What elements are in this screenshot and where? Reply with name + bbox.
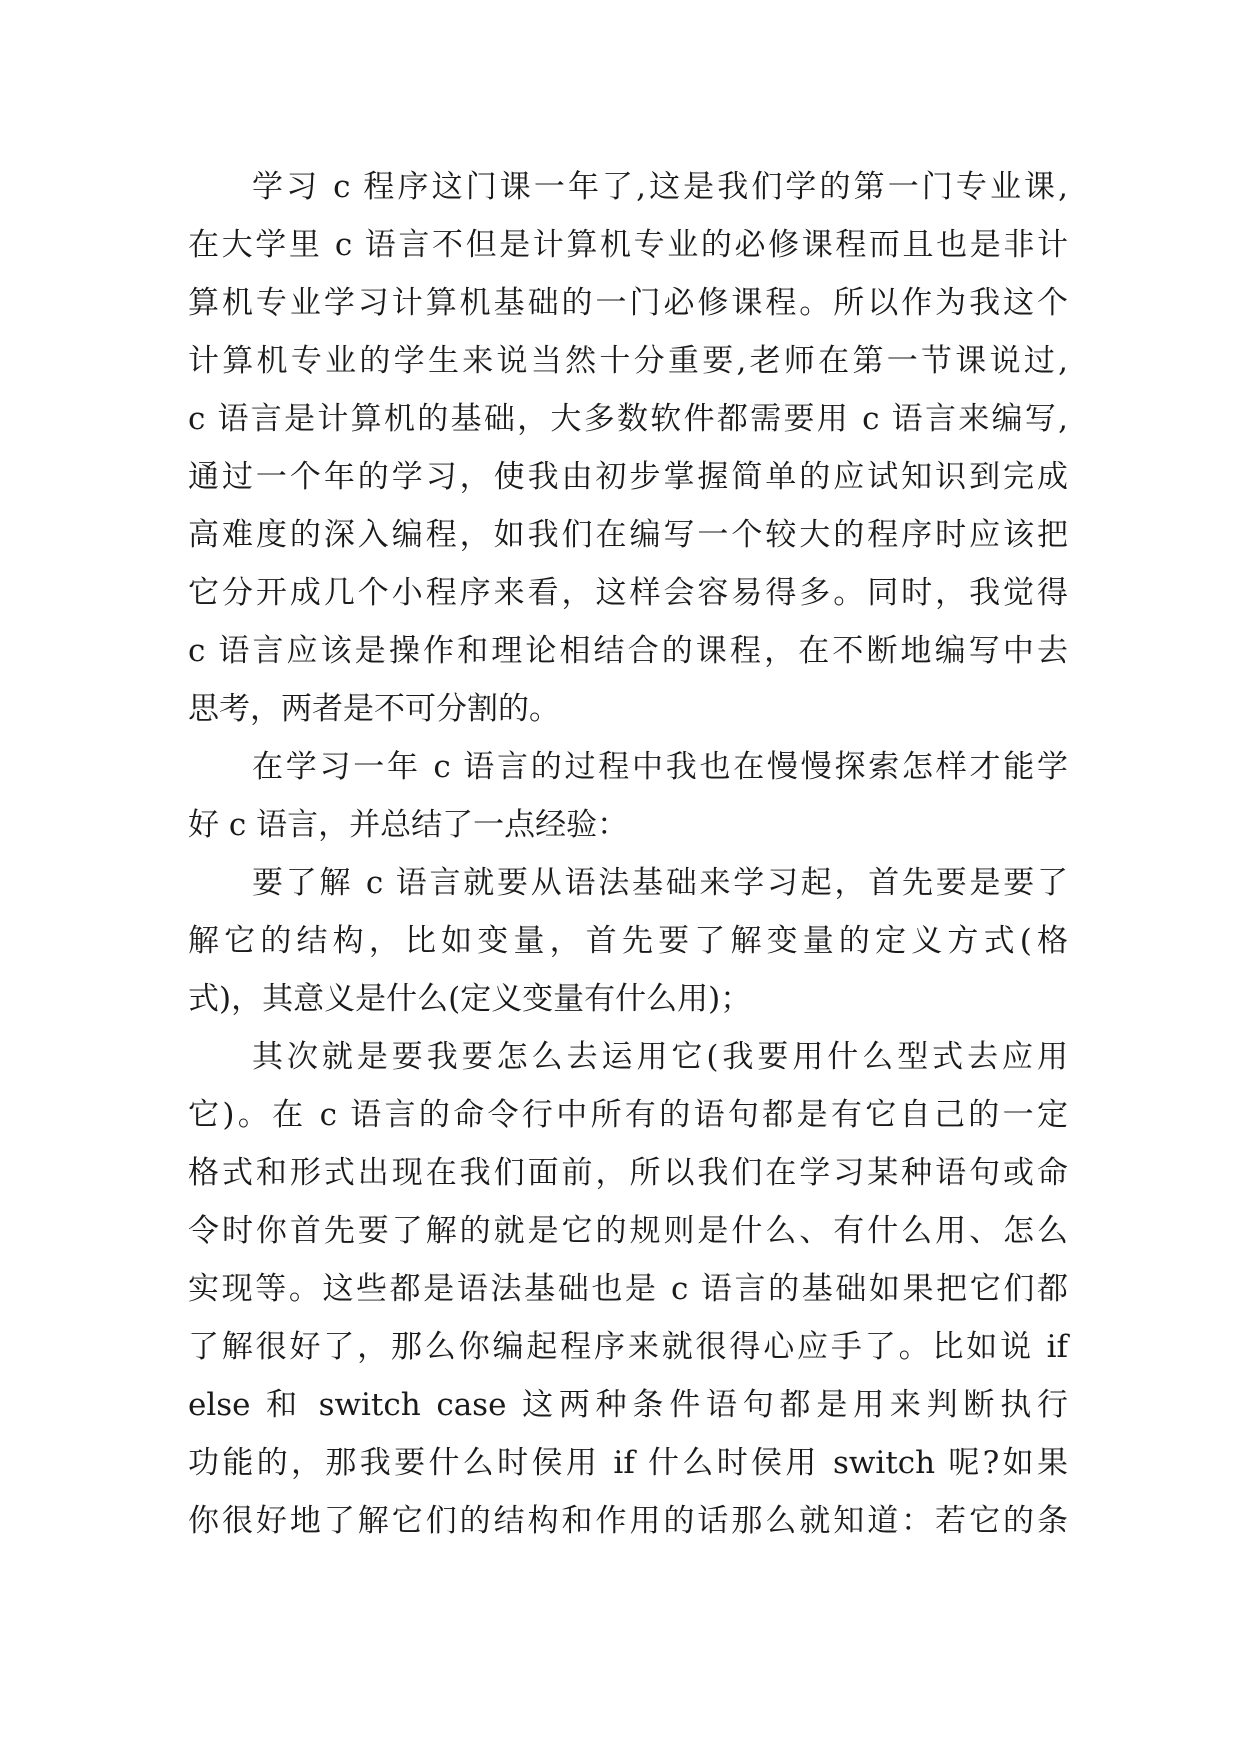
text-line: 其次就是要我要怎么去运用它(我要用什么型式去应用 [252,1039,1068,1075]
text-line: c 语言应该是操作和理论相结合的课程，在不断地编写中去 [188,633,1068,669]
text-line: 学习 c 程序这门课一年了,这是我们学的第一门专业课, [252,169,1068,205]
text-line: else 和 switch case 这两种条件语句都是用来判断执行 [188,1387,1068,1423]
text-line: 格式和形式出现在我们面前，所以我们在学习某种语句或命 [188,1155,1068,1191]
text-line: 要了解 c 语言就要从语法基础来学习起，首先要是要了 [252,865,1068,901]
text-line: c 语言是计算机的基础，大多数软件都需要用 c 语言来编写, [188,401,1068,437]
text-line: 实现等。这些都是语法基础也是 c 语言的基础如果把它们都 [188,1271,1068,1307]
text-line: 计算机专业的学生来说当然十分重要,老师在第一节课说过, [188,343,1068,379]
text-line: 通过一个年的学习，使我由初步掌握简单的应试知识到完成 [188,459,1068,495]
paragraph-4 [188,1028,1068,1550]
text-line: 思考，两者是不可分割的。 [188,691,560,727]
text-line: 式)，其意义是什么(定义变量有什么用)； [188,981,752,1017]
text-line: 你很好地了解它们的结构和作用的话那么就知道：若它的条 [188,1503,1068,1539]
text-line: 算机专业学习计算机基础的一门必修课程。所以作为我这个 [188,285,1068,321]
paragraph-1 [188,158,1068,738]
text-line: 功能的，那我要什么时侯用 if 什么时侯用 switch 呢?如果 [188,1445,1068,1481]
text-line: 它分开成几个小程序来看，这样会容易得多。同时，我觉得 [188,575,1068,611]
text-line: 好 c 语言，并总结了一点经验： [188,807,629,843]
paragraph-2 [188,738,1068,854]
text-line: 在大学里 c 语言不但是计算机专业的必修课程而且也是非计 [188,227,1068,263]
text-line: 令时你首先要了解的就是它的规则是什么、有什么用、怎么 [188,1213,1068,1249]
text-line: 了解很好了，那么你编起程序来就很得心应手了。比如说 if [188,1329,1068,1365]
text-line: 它)。在 c 语言的命令行中所有的语句都是有它自己的一定 [188,1097,1068,1133]
document-body [188,158,1068,1550]
paragraph-3 [188,854,1068,1028]
text-line: 在学习一年 c 语言的过程中我也在慢慢探索怎样才能学 [252,749,1068,785]
text-line: 解它的结构，比如变量，首先要了解变量的定义方式(格 [188,923,1068,959]
text-line: 高难度的深入编程，如我们在编写一个较大的程序时应该把 [188,517,1068,553]
